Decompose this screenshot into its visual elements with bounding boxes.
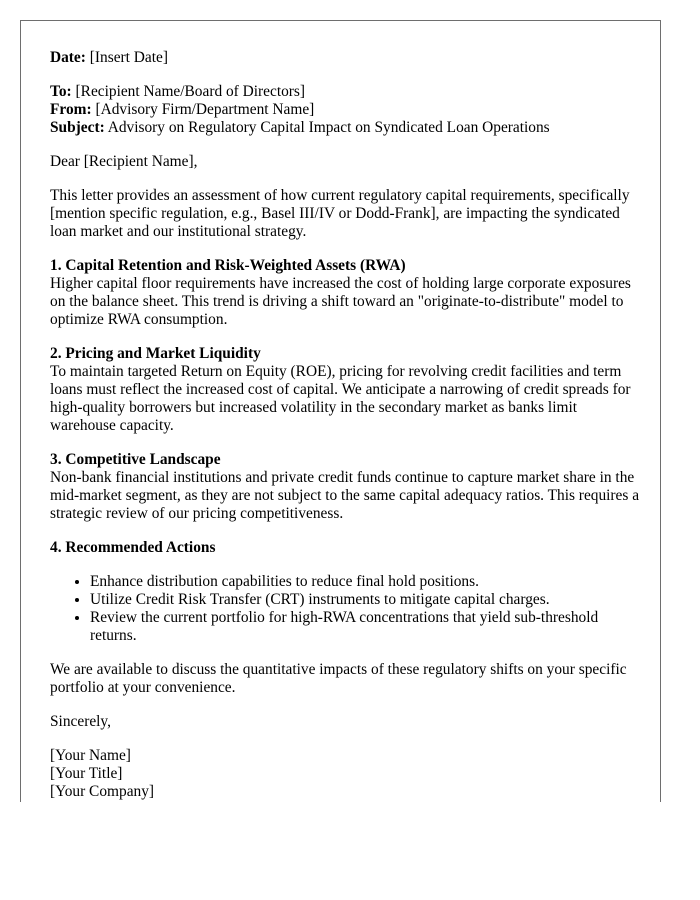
section-heading: 2. Pricing and Market Liquidity bbox=[50, 345, 261, 362]
to-label: To: bbox=[50, 83, 72, 100]
to-value: [Recipient Name/Board of Directors] bbox=[75, 83, 306, 100]
subject-label: Subject: bbox=[50, 119, 105, 136]
signature-name: [Your Name] bbox=[50, 747, 131, 764]
section-competitive-landscape bbox=[50, 451, 640, 523]
section-heading: 4. Recommended Actions bbox=[50, 539, 216, 556]
section-heading: 3. Competitive Landscape bbox=[50, 451, 221, 468]
section-recommended-actions bbox=[50, 539, 640, 645]
from-value: [Advisory Firm/Department Name] bbox=[95, 101, 315, 118]
section-heading: 1. Capital Retention and Risk-Weighted Assets (RWA) bbox=[50, 257, 406, 274]
section-pricing-liquidity bbox=[50, 345, 640, 435]
section-capital-retention bbox=[50, 257, 640, 329]
subject-line bbox=[50, 119, 640, 137]
letter-content bbox=[50, 49, 640, 801]
spacer bbox=[50, 557, 640, 573]
signature-company: [Your Company] bbox=[50, 783, 155, 800]
signature-title: [Your Title] bbox=[50, 765, 123, 782]
closing: Sincerely, bbox=[50, 713, 111, 730]
salutation: Dear [Recipient Name], bbox=[50, 153, 198, 170]
date-label: Date: bbox=[50, 49, 86, 66]
list-item: • Review the current portfolio for high-RWA concentrations that yield sub-threshold returns. bbox=[90, 609, 640, 645]
from-label: From: bbox=[50, 101, 92, 118]
list-item: • Utilize Credit Risk Transfer (CRT) instruments to mitigate capital charges. bbox=[90, 591, 640, 609]
signature-block bbox=[50, 747, 640, 801]
from-line bbox=[50, 101, 640, 119]
address-block bbox=[50, 83, 640, 137]
list-item: • Enhance distribution capabilities to reduce final hold positions. bbox=[90, 573, 640, 591]
recommended-actions-list bbox=[50, 573, 640, 645]
date-value: [Insert Date] bbox=[89, 49, 168, 66]
intro-paragraph: This letter provides an assessment of how current regulatory capital requirements, specifically [mention specific regulation, e.g., Basel III/IV or Dodd-Frank], are impacting the syndicated loan market and our institutional strategy. bbox=[50, 187, 630, 240]
to-line bbox=[50, 83, 640, 101]
letter-page bbox=[20, 20, 661, 802]
section-body: Higher capital floor requirements have increased the cost of holding large corporate exposures on the balance sheet. This trend is driving a shift toward an "originate-to-distribute" model to optimize RWA consumption. bbox=[50, 275, 631, 328]
section-body: To maintain targeted Return on Equity (ROE), pricing for revolving credit facilities and term loans must reflect the increased cost of capital. We anticipate a narrowing of credit spreads for high-quality borrowers but increased volatility in the secondary market as banks limit warehouse capacity. bbox=[50, 363, 631, 434]
subject-value: Advisory on Regulatory Capital Impact on Syndicated Loan Operations bbox=[107, 119, 550, 136]
closing-paragraph: We are available to discuss the quantitative impacts of these regulatory shifts on your specific portfolio at your convenience. bbox=[50, 661, 627, 696]
section-body: Non-bank financial institutions and private credit funds continue to capture market share in the mid-market segment, as they are not subject to the same capital adequacy ratios. This requires a strategic review of our pricing competitiveness. bbox=[50, 469, 640, 522]
date-line bbox=[50, 49, 640, 67]
